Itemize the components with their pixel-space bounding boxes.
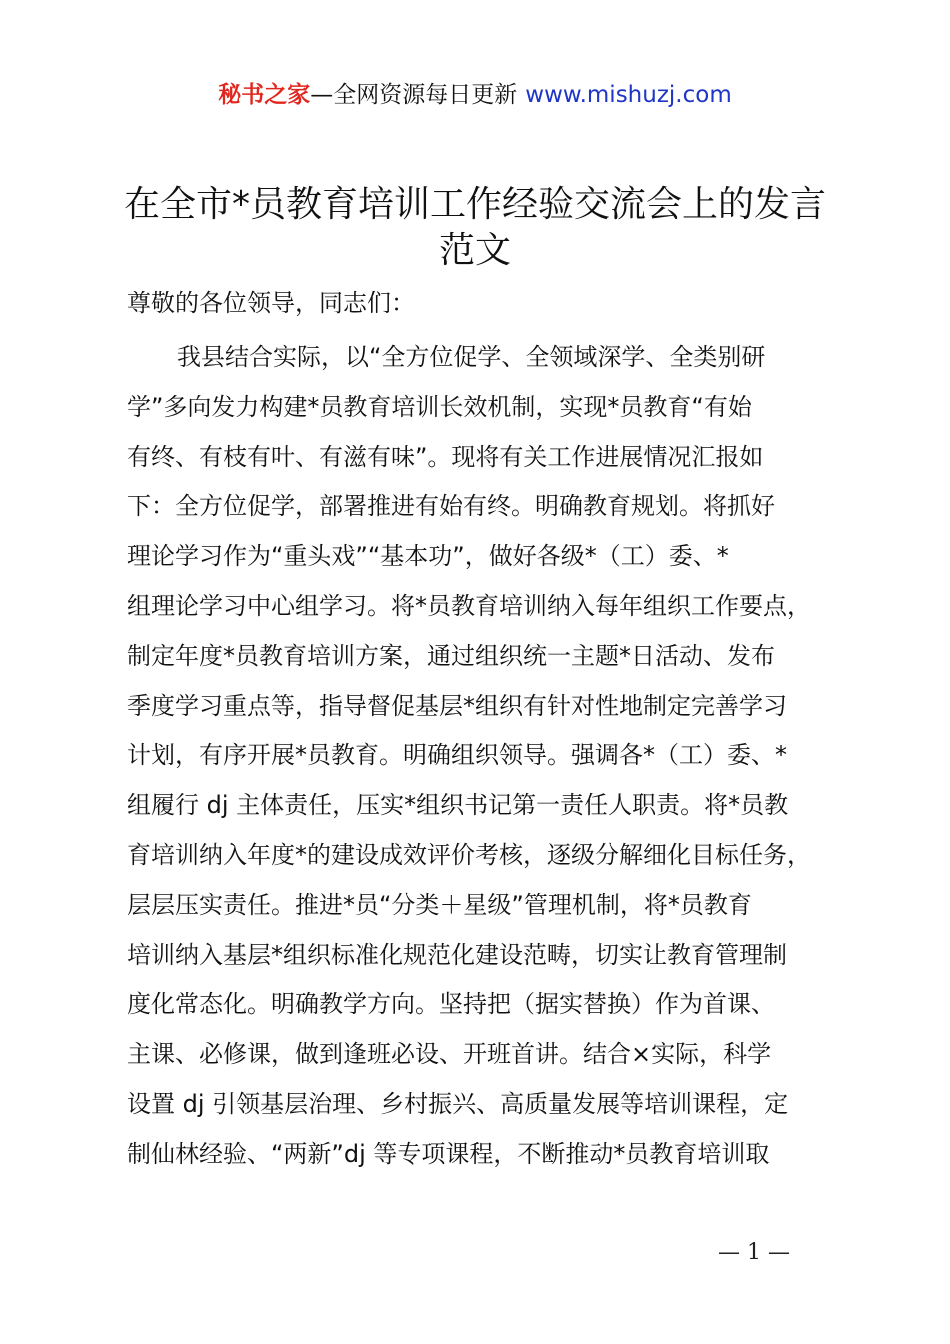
body-line: 季度学习重点等，指导督促基层*组织有针对性地制定完善学习 — [127, 691, 787, 720]
site-url-link[interactable]: www.mishuzj.com — [525, 82, 732, 108]
site-brand: 秘书之家 — [218, 82, 311, 108]
title-line-2: 范文 — [438, 230, 511, 271]
body-line: 我县结合实际，以“全方位促学、全领域深学、全类别研 — [177, 343, 766, 371]
body-line: 下：全方位促学，部署推进有始有终。明确教育规划。将抓好 — [127, 492, 775, 521]
body-line: 制仙林经验、“两新”dj 等专项课程，不断推动*员教育培训取 — [127, 1139, 770, 1168]
site-header — [0, 78, 950, 112]
body-line: 设置 dj 引领基层治理、乡村振兴、高质量发展等培训课程，定 — [127, 1089, 789, 1118]
title-line-1: 在全市*员教育培训工作经验交流会上的发言 — [123, 184, 826, 225]
body-line: 制定年度*员教育培训方案，通过组织统一主题*日活动、发布 — [127, 641, 775, 670]
page-number: — 1 — — [718, 1240, 790, 1265]
body-line: 组理论学习中心组学习。将*员教育培训纳入每年组织工作要点， — [127, 591, 811, 620]
body-line: 学”多向发力构建*员教育培训长效机制，实现*员教育“有始 — [127, 392, 752, 421]
body-line: 理论学习作为“重头戏”“基本功”，做好各级*（工）委、* — [127, 542, 729, 571]
body-line: 层层压实责任。推进*员“分类＋星级”管理机制，将*员教育 — [127, 890, 752, 919]
body-line: 育培训纳入年度*的建设成效评价考核，逐级分解细化目标任务， — [127, 840, 811, 869]
body-line: 培训纳入基层*组织标准化规范化建设范畴，切实让教育管理制 — [127, 940, 787, 969]
site-tagline: —全网资源每日更新 — [310, 82, 518, 108]
body-line: 组履行 dj 主体责任，压实*组织书记第一责任人职责。将*员教 — [127, 791, 789, 820]
document-title — [100, 182, 850, 274]
body-paragraph — [127, 337, 867, 1184]
body-line: 有终、有枝有叶、有滋有味”。现将有关工作进展情况汇报如 — [127, 442, 764, 471]
body-line: 度化常态化。明确教学方向。坚持把（据实替换）作为首课、 — [127, 990, 775, 1019]
salutation: 尊敬的各位领导，同志们： — [127, 289, 415, 317]
body-line: 计划，有序开展*员教育。明确组织领导。强调各*（工）委、* — [127, 741, 787, 770]
body-line: 主课、必修课，做到逢班必设、开班首讲。结合×实际，科学 — [127, 1040, 772, 1069]
